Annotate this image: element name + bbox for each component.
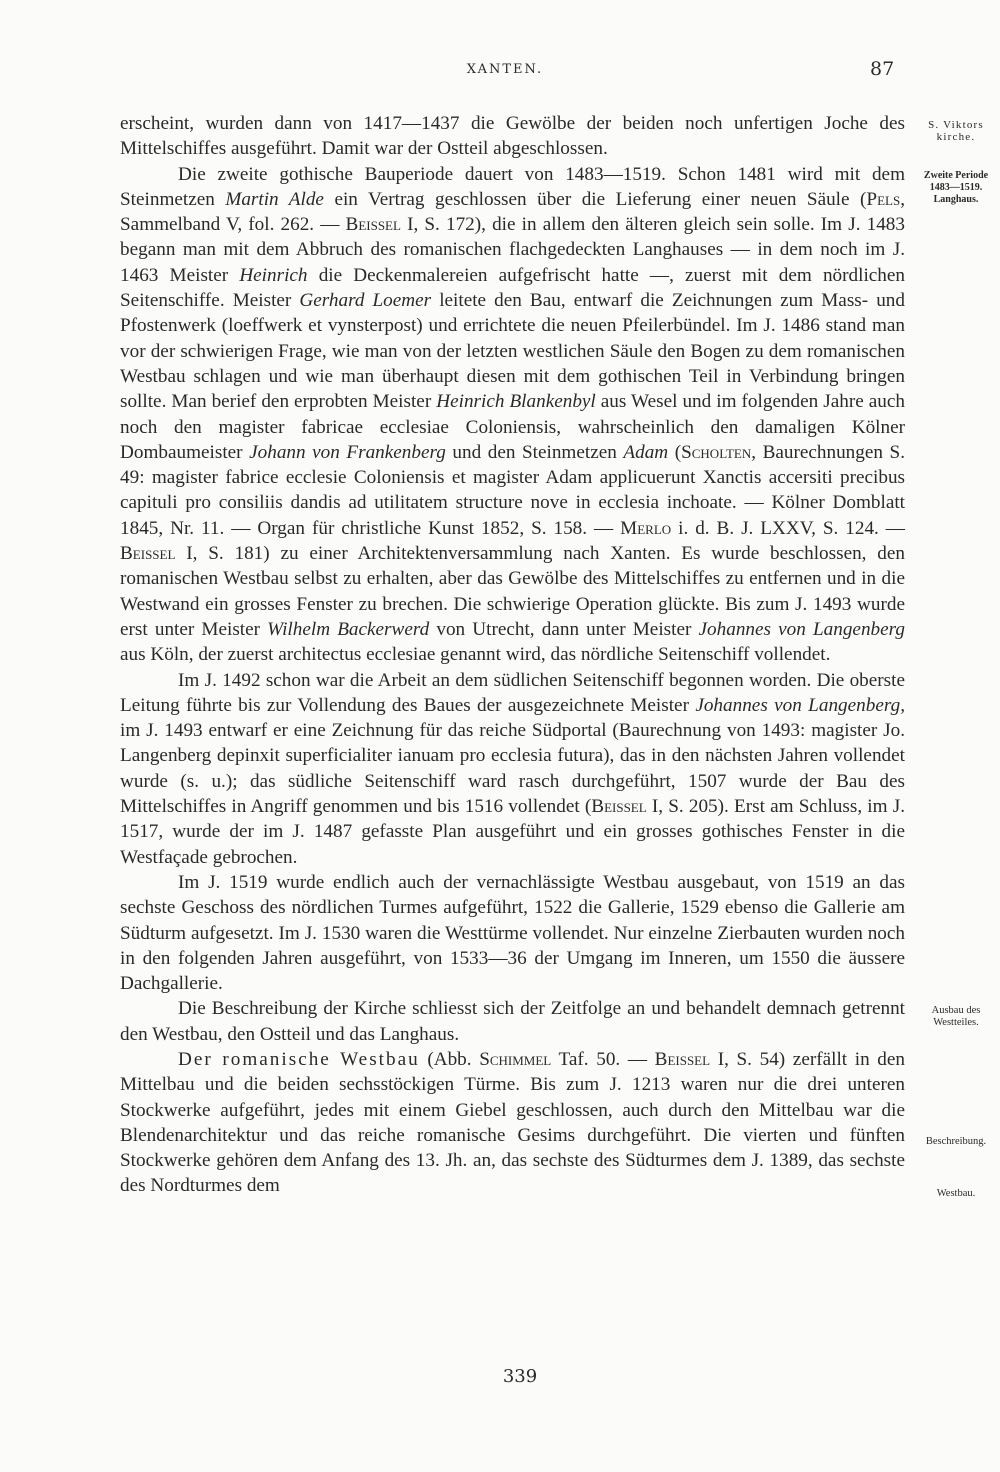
margin-note-viktorskirche xyxy=(912,119,1000,143)
author-name: Beissel xyxy=(591,796,647,818)
person-name: Gerhard Loemer xyxy=(299,290,432,312)
person-name: Wilhelm Backerwerd xyxy=(267,618,430,640)
text-run: aus Wesel und im folgenden Jahre auch noch den magister fabricae ecclesiae Coloniensis, wahrscheinlich den damaligen Kölner Dombaumeister xyxy=(120,391,905,463)
text-run: , Sammelband V, fol. 262. — xyxy=(120,188,906,236)
paragraph-5 xyxy=(120,996,905,1047)
author-name: Pels xyxy=(866,188,901,210)
text-run: i. d. B. J. LXXV, S. 124. — xyxy=(671,517,905,539)
text-run: I, S. 54) zerfällt in den Mittelbau und die beiden sechsstöckigen Türme. Bis zum J. 1213 waren nur die drei unteren Stockwerke aufgeführt, jedes mit einem Giebel geschlossen, auch durch den Mittelbau war die Blendenarchitektur und das reiche romanische Gesims durchgeführt. Die vierten und fünften Stockwerke gehören dem Anfang des 13. Jh. an, das sechste des Südturmes dem J. 1389, das sechste des Nordturmes dem xyxy=(120,1048,905,1197)
paragraph-1 xyxy=(120,111,905,162)
person-name: Martin Alde xyxy=(225,188,324,210)
person-name: Johann von Frankenberg xyxy=(249,441,446,463)
person-name: Johannes von Langenberg, xyxy=(695,694,905,716)
margin-note-line: Westteiles. xyxy=(933,1017,979,1028)
text-run: im J. 1493 entwarf er eine Zeichnung für das reiche Südportal (Baurechnung von 1493: magister Jo. Langenberg depinxit superficialiter ianuam pro ecclesia futura), das in den nächsten Jahren vollendet wurde (s. u.); das südliche Seitenschiff ward rasch durchgeführt, 1507 wurde der Bau des Mittelschiffes in Angriff genommen und bis 1516 vollendet ( xyxy=(120,720,905,818)
person-name: Heinrich xyxy=(239,264,308,286)
text-run: Im J. 1492 schon war die Arbeit an dem südlichen Seitenschiff begonnen worden. Die oberste Leitung führte bis zur Vollendung des Baues der ausgezeichnete Meister xyxy=(120,669,905,716)
text-run: , Baurechnungen S. 49: magister fabrice ecclesie Coloniensis et magister Adam applicuerunt Xanctis accersiti precibus capituli pro consiliis dandis ad utilitatem structure nove in ecclesia inchoate. — Kölner Domblatt 1845, Nr. 11. — Organ für christliche Kunst 1852, S. 158. — xyxy=(120,441,905,539)
text-run: und den Steinmetzen xyxy=(445,441,624,463)
text-run: I, S. 205). Erst am Schluss, im J. 1517, wurde der im J. 1487 gefasste Plan ausgeführt und ein grosses gothisches Fenster in die Westfaçade gebrochen. xyxy=(120,796,905,868)
text-run: erscheint, wurden dann von 1417—1437 die Gewölbe der beiden noch unfertigen Joche des Mittelschiffes ausgeführt. Damit war der Ostteil abgeschlossen. xyxy=(120,113,905,160)
person-name: Heinrich Blankenbyl xyxy=(436,391,596,413)
margin-note-westbau: Westbau. xyxy=(936,1188,976,1199)
margin-note-beschreibung: Beschreibung. xyxy=(925,1136,987,1147)
paragraph-2 xyxy=(120,162,905,668)
margin-note-line: kirche. xyxy=(936,131,976,143)
author-name: Beissel xyxy=(654,1048,711,1070)
text-run: I, S. 181) zu einer Architektenversammlung nach Xanten. Es wurde beschlossen, den romanischen Westbau selbst zu erhalten, aber das Gewölbe des Mittelschiffes zu entfernen und in die Westwand ein grosses Fenster zu brechen. Die schwierige Operation glückte. Bis zum J. 1493 wurde erst unter Meister xyxy=(120,543,905,640)
margin-note-line: Langhaus. xyxy=(933,194,979,205)
paragraph-4 xyxy=(120,870,905,996)
margin-note-zweite-periode xyxy=(912,170,1000,206)
text-run: leitete den Bau, entwarf die Zeichnungen zum Mass- und Pfostenwerk (loeffwerk et vynsterpost) und errichtete die neuen Pfeilerbündel. Im J. 1486 stand man vor der schwierigen Frage, wie man von der letzten westlichen Säule den Bogen zu dem romanischen Westbau schlagen und wie man überhaupt diesen mit dem gothischen Teil in Verbindung bringen sollte. Man berief den erprobten Meister xyxy=(120,290,905,413)
text-run: Die Beschreibung der Kirche schliesst sich der Zeitfolge an und behandelt demnach getrennt den Westbau, den Ostteil und das Langhaus. xyxy=(120,998,905,1045)
margin-note-line: 1483—1519. xyxy=(929,182,983,193)
text-run: ein Vertrag geschlossen über die Lieferung einer neuen Säule ( xyxy=(323,188,867,210)
text-run: Die zweite gothische Bauperiode dauert von 1483—1519. Schon 1481 wird mit dem Steinmetzen xyxy=(120,163,905,210)
body-text xyxy=(120,111,905,1199)
person-name: Adam xyxy=(623,441,669,463)
person-name: Johannes von Langenberg xyxy=(698,618,905,640)
text-run: Taf. 50. — xyxy=(551,1048,655,1070)
margin-note-ausbau xyxy=(912,1005,1000,1029)
text-run: Im J. 1519 wurde endlich auch der vernachlässigte Westbau ausgebaut, von 1519 an das sechste Geschoss des nördlichen Turmes aufgeführt, 1522 die Gallerie, 1529 ebenso die Gallerie am Südturm aufgesetzt. Im J. 1530 waren die Westtürme vollendet. Nur einzelne Zierbauten wurden noch in den folgenden Jahren ausgeführt, von 1533—36 der Umgang im Inneren, um 1550 die äussere Dachgallerie. xyxy=(120,871,905,995)
author-name: Scholten xyxy=(681,441,752,463)
text-run: die Deckenmalereien aufgefrischt hatte —, zuerst mit dem nördlichen Seitenschiffe. Meister xyxy=(120,264,905,312)
margin-note-line: Zweite Periode xyxy=(923,170,989,181)
author-name: Merlo xyxy=(620,517,672,539)
paragraph-6 xyxy=(120,1047,905,1199)
text-run: ( xyxy=(668,441,682,463)
author-name: Beissel xyxy=(345,214,401,236)
text-run: (Abb. xyxy=(419,1048,480,1070)
page-number-bottom: 339 xyxy=(502,1366,538,1387)
margin-note-line: S. Viktors xyxy=(928,119,984,131)
section-heading: Der romanische Westbau xyxy=(178,1048,420,1070)
margin-note-line: Ausbau des xyxy=(931,1005,981,1016)
text-run: von Utrecht, dann unter Meister xyxy=(429,618,699,640)
text-run: aus Köln, der zuerst architectus ecclesiae genannt wird, das nördliche Seitenschiff vollendet. xyxy=(120,644,831,666)
author-name: Beissel xyxy=(120,543,176,565)
page-number-top: 87 xyxy=(870,58,895,80)
paragraph-3 xyxy=(120,668,905,870)
author-name: Schimmel xyxy=(479,1048,552,1070)
text-run: I, S. 172), die in allem den älteren gleich sein solle. Im J. 1483 begann man mit dem Abbruch des romanischen flachgedeckten Langhauses — in dem noch im J. 1463 Meister xyxy=(120,214,905,286)
running-head: XANTEN. xyxy=(466,62,544,77)
